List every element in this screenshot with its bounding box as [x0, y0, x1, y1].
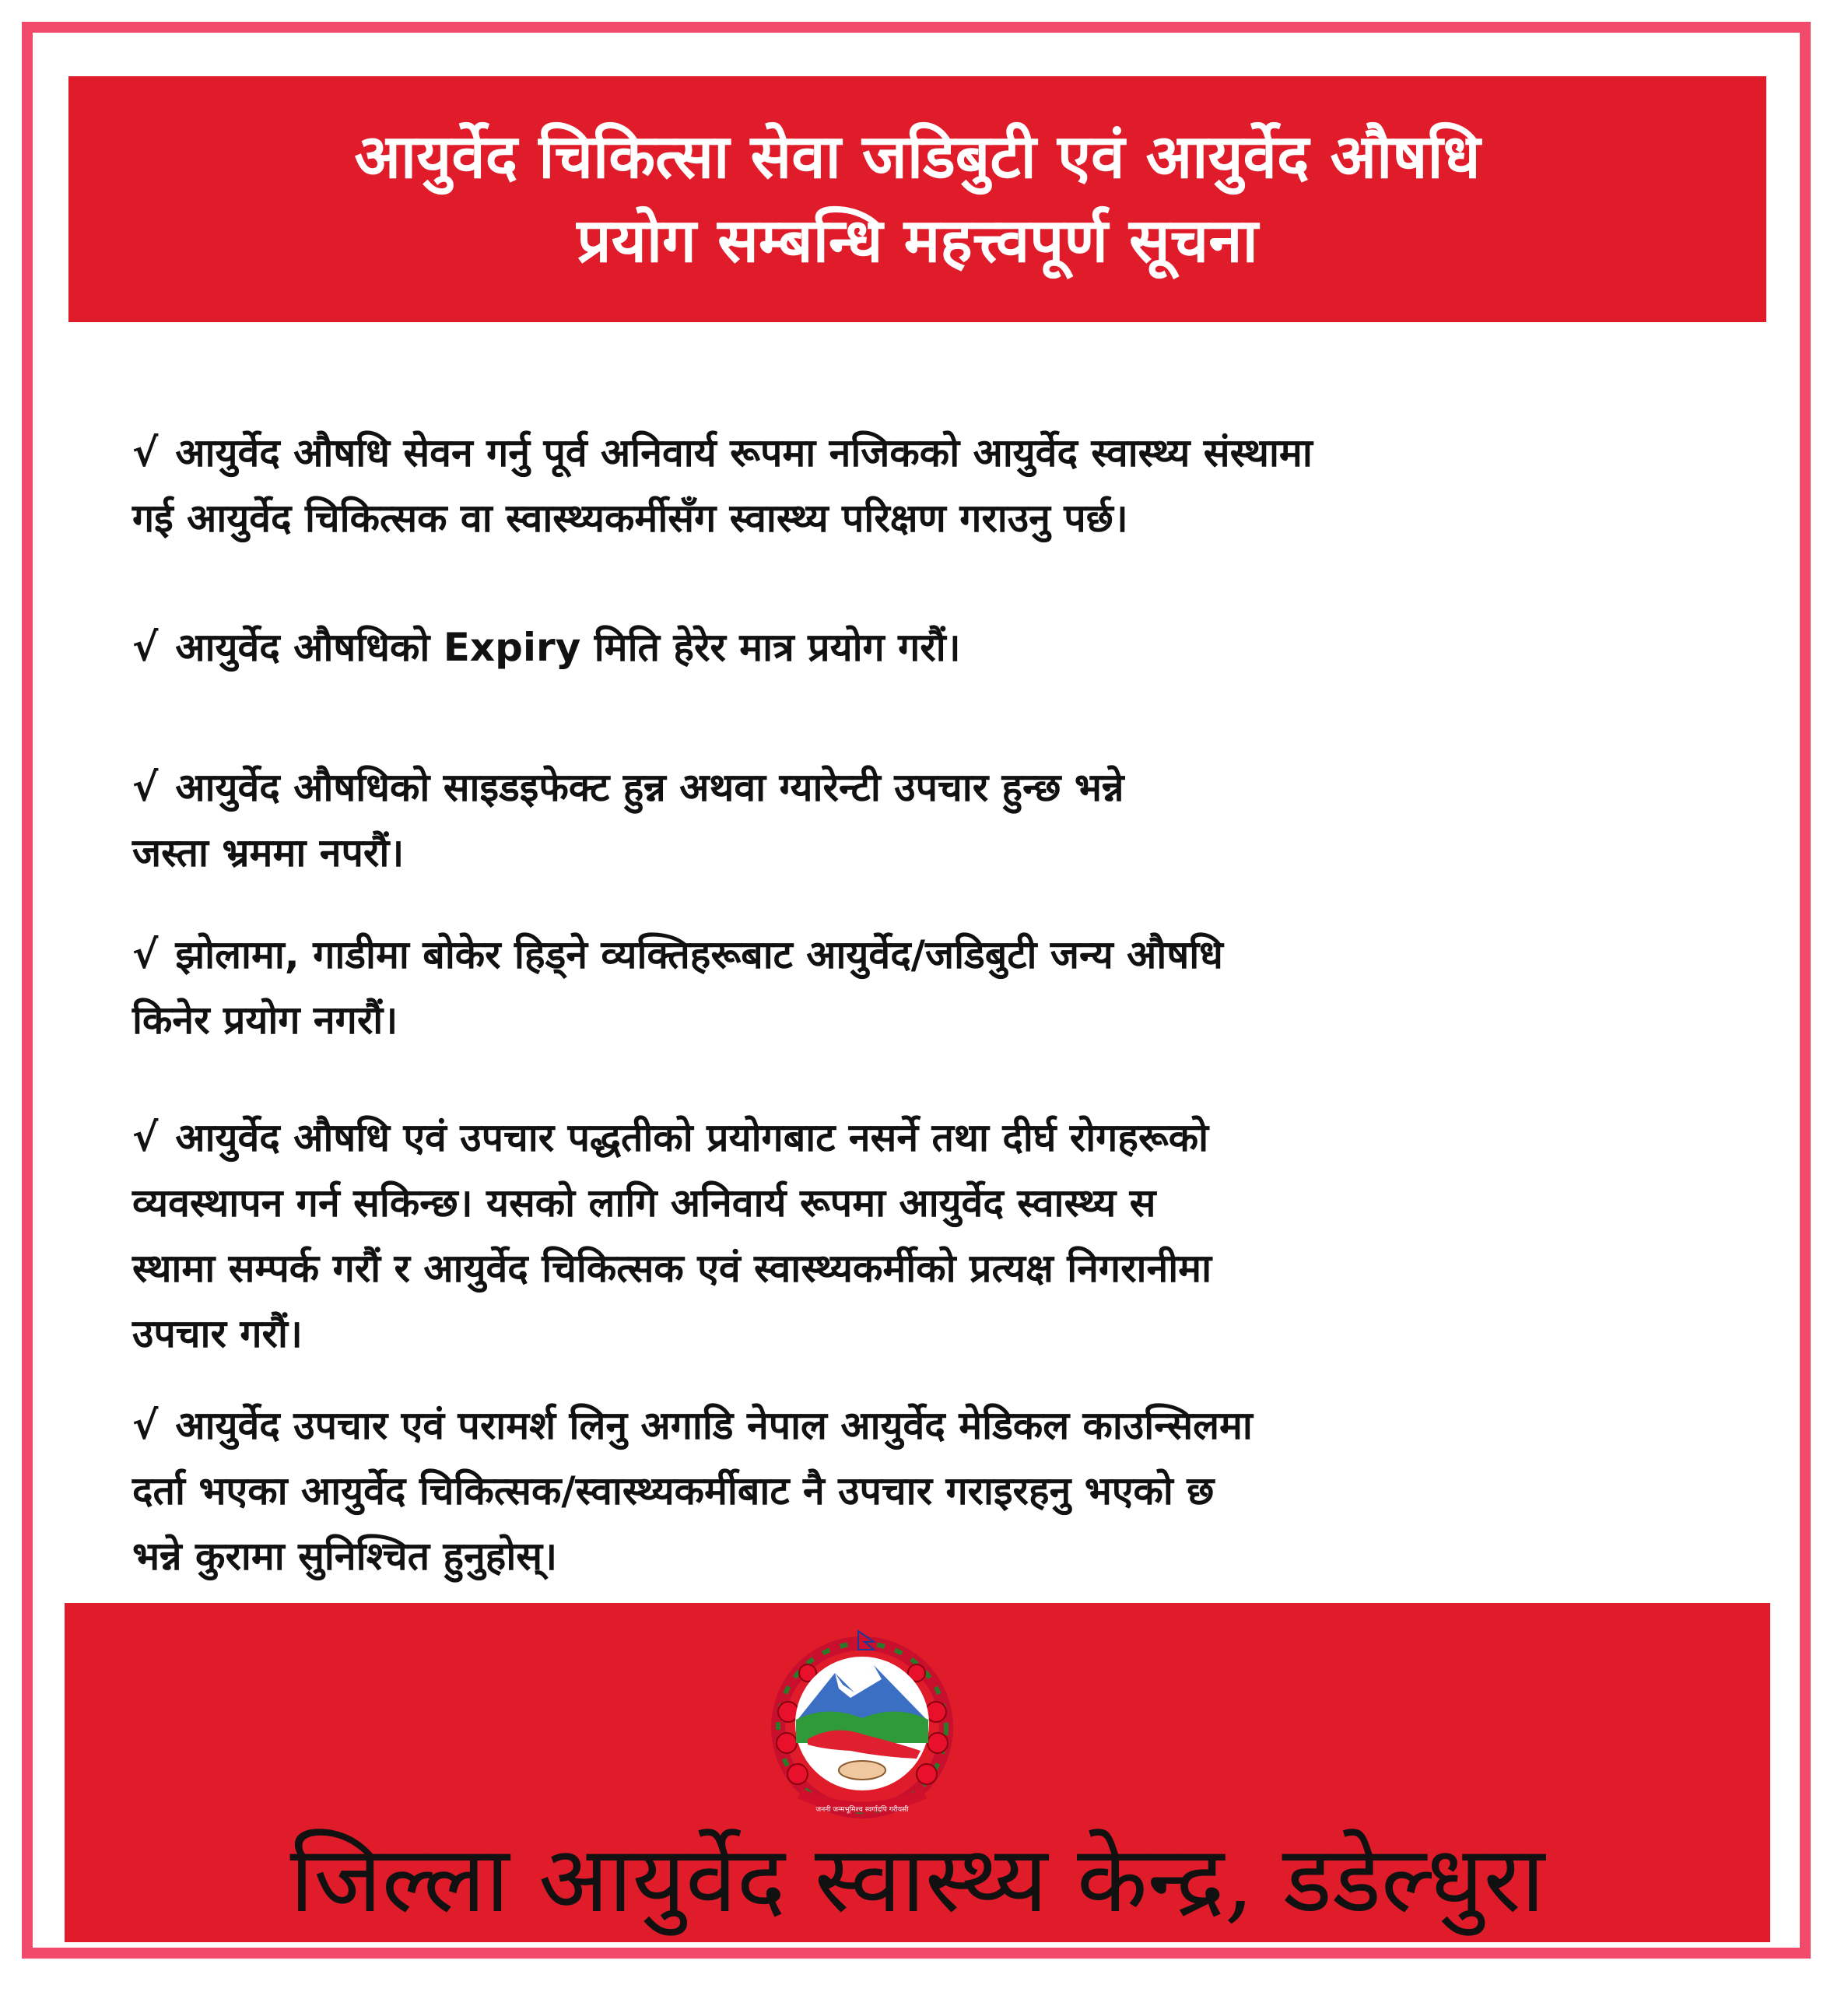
checkmark-icon: √ — [132, 1115, 159, 1160]
checkmark-icon: √ — [132, 430, 159, 475]
nepal-emblem-icon — [765, 1626, 959, 1821]
notice-line — [132, 420, 1735, 486]
notice-line: उपचार गरौं। — [132, 1311, 303, 1356]
notice-item-4 — [132, 922, 1735, 1053]
notice-text: आयुर्वेद औषधि सेवन गर्नु पूर्व अनिवार्य रूपमा नजिकको आयुर्वेद स्वास्थ्य संस्थामा — [175, 430, 1313, 475]
notice-item-3 — [132, 755, 1735, 886]
notice-text: आयुर्वेद औषधि एवं उपचार पद्धतीको प्रयोगबाट नसर्ने तथा दीर्घ रोगहरूको — [175, 1115, 1209, 1160]
notice-line: भन्ने कुरामा सुनिश्चित हुनुहोस्। — [132, 1534, 558, 1579]
header-title-line-2: प्रयोग सम्बन्धि महत्त्वपूर्ण सूचना — [577, 206, 1258, 276]
notice-line: स्थामा सम्पर्क गरौं र आयुर्वेद चिकित्सक एवं स्वास्थ्यकर्मीको प्रत्यक्ष निगरानीमा — [132, 1246, 1212, 1291]
notice-line — [132, 755, 1735, 820]
notice-line: गई आयुर्वेद चिकित्सक वा स्वास्थ्यकर्मीसँग स्वास्थ्य परिक्षण गराउनु पर्छ। — [132, 496, 1128, 541]
notice-line — [132, 615, 1735, 680]
header-banner — [68, 76, 1766, 322]
checkmark-icon: √ — [132, 1403, 159, 1448]
notice-text: आयुर्वेद उपचार एवं परामर्श लिनु अगाडि नेपाल आयुर्वेद मेडिकल काउन्सिलमा — [175, 1403, 1253, 1448]
checkmark-icon: √ — [132, 625, 159, 670]
notice-line: व्यवस्थापन गर्न सकिन्छ। यसको लागि अनिवार्य रूपमा आयुर्वेद स्वास्थ्य स — [132, 1180, 1156, 1226]
notice-item-5 — [132, 1105, 1735, 1366]
header-title-line-1: आयुर्वेद चिकित्सा सेवा जडिबुटी एवं आयुर्वेद औषधि — [354, 122, 1481, 192]
emblem-motto: जननी जन्मभूमिश्च स्वर्गादपि गरीयसी — [815, 1806, 909, 1814]
notice-line — [132, 1393, 1735, 1458]
notice-item-1 — [132, 420, 1735, 551]
notice-item-2 — [132, 615, 1735, 680]
checkmark-icon: √ — [132, 932, 159, 977]
checkmark-icon: √ — [132, 765, 159, 810]
notice-line: किनेर प्रयोग नगरौं। — [132, 998, 398, 1043]
notice-line — [132, 1105, 1735, 1170]
notice-line: जस्ता भ्रममा नपरौं। — [132, 830, 405, 875]
notice-line: दर्ता भएका आयुर्वेद चिकित्सक/स्वास्थ्यकर्मीबाट नै उपचार गराइरहनु भएको छ — [132, 1468, 1215, 1513]
footer-banner — [65, 1603, 1770, 1942]
notice-line — [132, 922, 1735, 987]
notice-text: झोलामा, गाडीमा बोकेर हिड्ने व्यक्तिहरूबाट आयुर्वेद/जडिबुटी जन्य औषधि — [175, 932, 1223, 977]
office-name: जिल्ला आयुर्वेद स्वास्थ्य केन्द्र, डडेल्धुरा — [289, 1825, 1545, 1933]
notice-text: आयुर्वेद औषधिको Expiry मिति हेरेर मात्र प्रयोग गरौं। — [175, 625, 961, 670]
notice-item-6 — [132, 1393, 1735, 1589]
notice-text: आयुर्वेद औषधिको साइडइफेक्ट हुन्न अथवा ग्यारेन्टी उपचार हुन्छ भन्ने — [175, 765, 1124, 810]
